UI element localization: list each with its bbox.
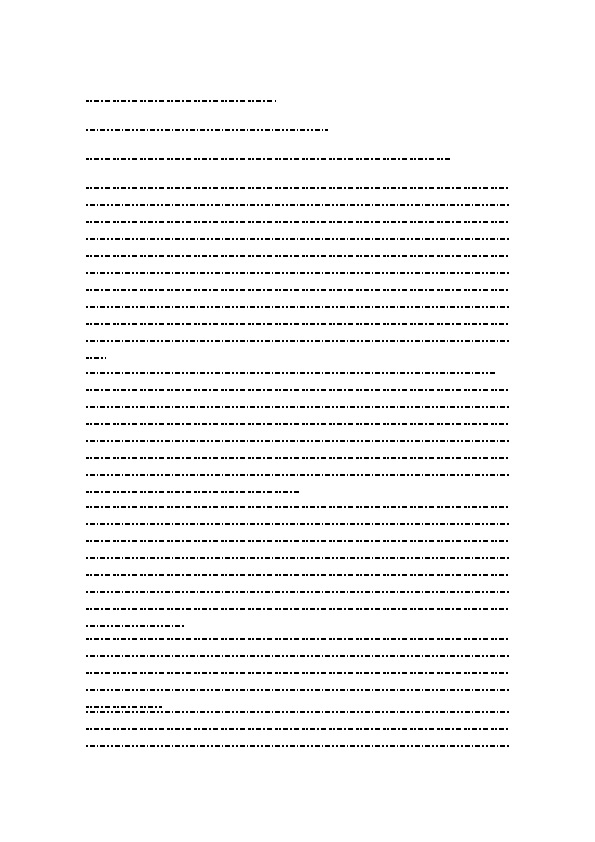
document-paragraph-2	[86, 369, 510, 496]
document-paragraph-1	[86, 184, 510, 362]
document-heading-1	[86, 97, 276, 106]
document-paragraph-4	[86, 635, 510, 711]
document-paragraph-5	[86, 708, 510, 750]
document-heading-3	[86, 155, 450, 164]
document-heading-2	[86, 126, 328, 135]
document-paragraph-3	[86, 503, 510, 630]
